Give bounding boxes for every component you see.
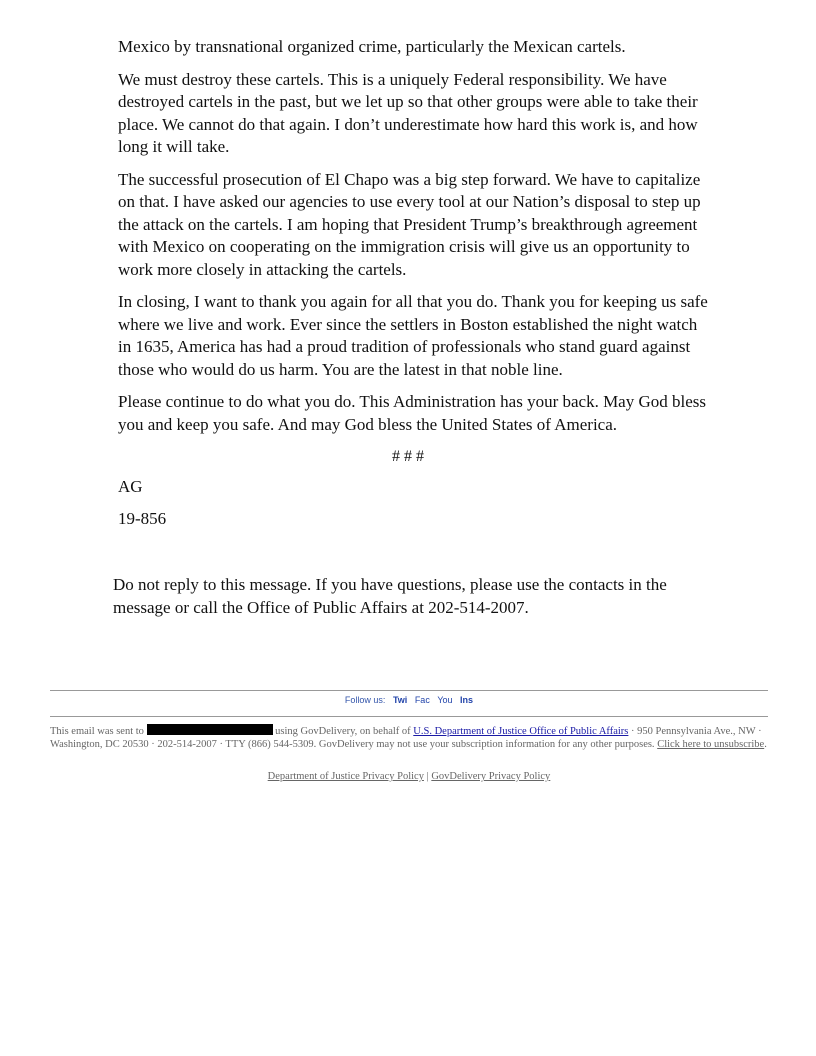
end-marks: # # # bbox=[392, 448, 424, 465]
follow-us-label: Follow us: bbox=[344, 695, 386, 705]
paragraph: We must destroy these cartels. This is a uniquely Federal responsibility. We have destroyed cartels in the past, but we let up so that other groups were able to take their place. We cannot do that again. I don’t underestimate how hard this work is, and how long it will take. bbox=[118, 69, 698, 156]
youtube-link[interactable]: You bbox=[437, 695, 453, 705]
signoff: AG bbox=[118, 477, 143, 496]
legal-footer: This email was sent to using GovDelivery, on behalf of U.S. Department of Justice Office of Public Affairs · 950 Pennsylvania Ave., NW · Washington, DC 20530 · 202-514-2007 · TTY (866) 544-5309. GovDelivery may not use your subscription information for any other purposes. Click here to unsubscribe. bbox=[50, 726, 767, 750]
address-text: · 950 Pennsylvania Ave., NW · Washington, DC 20530 · 202-514-2007 · TTY (866) 544-5309. GovDelivery may not use your subscription information for any other purposes. bbox=[50, 726, 762, 750]
release-number: 19-856 bbox=[118, 509, 167, 528]
twitter-link[interactable]: Twi bbox=[392, 695, 408, 705]
divider bbox=[50, 690, 768, 691]
reply-note: Do not reply to this message. If you have questions, please use the contacts in the message or call the Office of Public Affairs at 202-514-2007. bbox=[113, 575, 667, 617]
paragraph: In closing, I want to thank you again for all that you do. Thank you for keeping us safe where we live and work. Ever since the settlers in Boston established the night watch in 1635, America has had a proud tradition of professionals who stand guard against those who would do us harm. You are the latest in that noble line. bbox=[118, 292, 708, 379]
facebook-link[interactable]: Fac bbox=[414, 695, 430, 705]
policy-separator: | bbox=[426, 771, 429, 782]
via-text: using GovDelivery, on behalf of bbox=[275, 726, 411, 737]
press-release-body bbox=[118, 36, 708, 530]
redacted-email bbox=[147, 724, 273, 735]
paragraph: The successful prosecution of El Chapo was a big step forward. We have to capitalize on that. I have asked our agencies to use every tool at our Nation’s disposal to step up the attack on the cartels. I am hoping that President Trump’s breakthrough agreement with Mexico on cooperating on the immigration crisis will give us an opportunity to work more closely in attacking the cartels. bbox=[118, 169, 701, 279]
follow-us-bar bbox=[50, 695, 768, 705]
privacy-policies bbox=[50, 771, 768, 782]
paragraph: Please continue to do what you do. This Administration has your back. May God bless you and keep you safe. And may God bless the United States of America. bbox=[118, 392, 707, 434]
sent-to-text: This email was sent to bbox=[50, 726, 144, 737]
sender-link[interactable]: U.S. Department of Justice Office of Public Affairs bbox=[413, 726, 629, 737]
divider bbox=[50, 716, 768, 717]
instagram-link[interactable]: Ins bbox=[460, 695, 474, 705]
paragraph: Mexico by transnational organized crime, particularly the Mexican cartels. bbox=[118, 37, 626, 56]
unsubscribe-link[interactable]: Click here to unsubscribe bbox=[657, 738, 765, 750]
govdelivery-privacy-link[interactable]: GovDelivery Privacy Policy bbox=[431, 771, 551, 782]
doj-privacy-link[interactable]: Department of Justice Privacy Policy bbox=[267, 771, 424, 782]
